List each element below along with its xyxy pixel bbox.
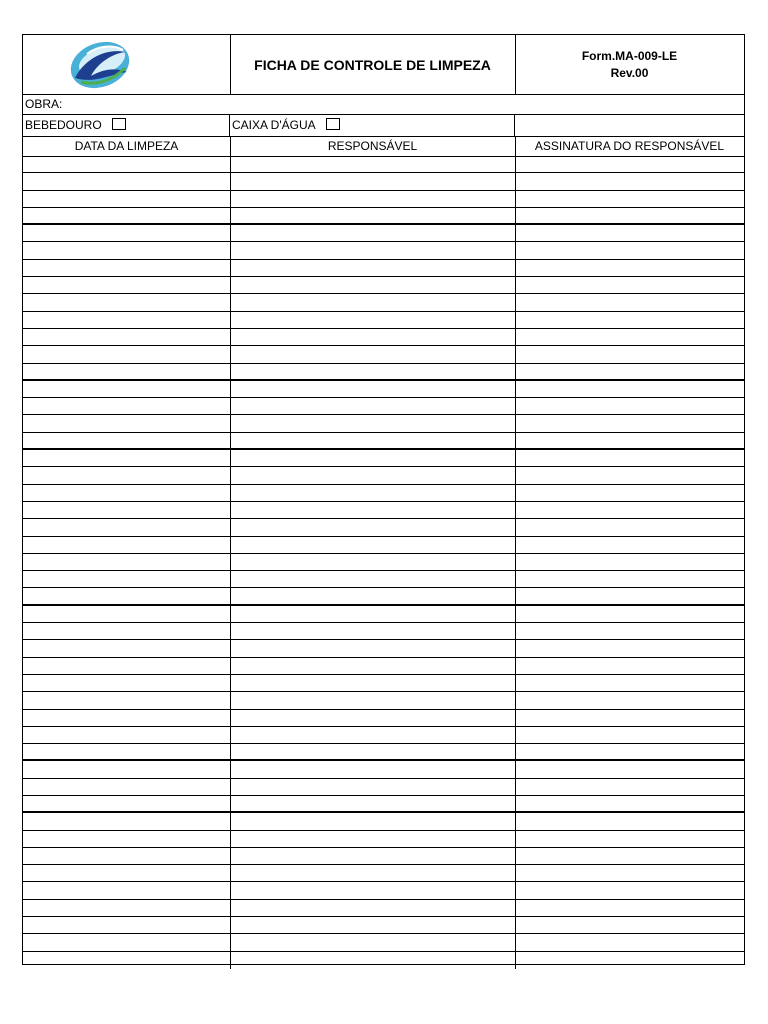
signature-cell[interactable] — [515, 640, 744, 656]
responsible-cell[interactable] — [230, 588, 516, 603]
date-cell[interactable] — [23, 312, 231, 328]
date-cell[interactable] — [23, 191, 231, 207]
date-cell[interactable] — [23, 225, 231, 241]
signature-cell[interactable] — [515, 260, 744, 276]
responsible-cell[interactable] — [230, 744, 516, 759]
date-cell[interactable] — [23, 710, 231, 726]
signature-cell[interactable] — [515, 588, 744, 603]
responsible-cell[interactable] — [230, 208, 516, 223]
table-row — [23, 242, 744, 259]
table-row — [23, 537, 744, 554]
cleaning-log-table — [23, 156, 744, 964]
table-row — [23, 571, 744, 588]
signature-cell[interactable] — [515, 277, 744, 293]
table-row — [23, 640, 744, 657]
table-row — [23, 225, 744, 242]
responsible-cell[interactable] — [230, 623, 516, 639]
responsible-cell[interactable] — [230, 433, 516, 448]
responsible-cell[interactable] — [230, 710, 516, 726]
date-cell[interactable] — [23, 831, 231, 847]
signature-cell[interactable] — [515, 294, 744, 310]
responsible-cell[interactable] — [230, 346, 516, 362]
table-row — [23, 467, 744, 484]
table-row — [23, 727, 744, 744]
signature-cell[interactable] — [515, 450, 744, 466]
date-cell[interactable] — [23, 796, 231, 811]
column-header-date: DATA DA LIMPEZA — [23, 136, 231, 156]
date-cell[interactable] — [23, 675, 231, 691]
signature-cell[interactable] — [515, 156, 744, 172]
signature-cell[interactable] — [515, 502, 744, 518]
table-row — [23, 934, 744, 951]
table-row — [23, 277, 744, 294]
date-cell[interactable] — [23, 952, 231, 969]
form-revision: Rev.00 — [610, 66, 649, 80]
responsible-cell[interactable] — [230, 848, 516, 864]
signature-cell[interactable] — [515, 882, 744, 898]
signature-cell[interactable] — [515, 623, 744, 639]
date-cell[interactable] — [23, 260, 231, 276]
signature-cell[interactable] — [515, 208, 744, 223]
responsible-cell[interactable] — [230, 467, 516, 483]
table-row — [23, 588, 744, 605]
signature-cell[interactable] — [515, 191, 744, 207]
table-row — [23, 381, 744, 398]
table-row — [23, 312, 744, 329]
responsible-cell[interactable] — [230, 156, 516, 172]
form-code: Form.MA-009-LE — [581, 49, 678, 63]
signature-cell[interactable] — [515, 865, 744, 881]
responsible-cell[interactable] — [230, 225, 516, 241]
responsible-cell[interactable] — [230, 329, 516, 345]
column-header-signature: ASSINATURA DO RESPONSÁVEL — [534, 139, 725, 153]
date-cell[interactable] — [23, 917, 231, 933]
signature-cell[interactable] — [515, 675, 744, 691]
signature-cell[interactable] — [515, 537, 744, 553]
table-row — [23, 450, 744, 467]
responsible-cell[interactable] — [230, 294, 516, 310]
responsible-cell[interactable] — [230, 450, 516, 466]
table-row — [23, 519, 744, 536]
table-row — [23, 554, 744, 571]
signature-cell[interactable] — [515, 571, 744, 587]
responsible-cell[interactable] — [230, 692, 516, 708]
date-cell[interactable] — [23, 848, 231, 864]
date-cell[interactable] — [23, 156, 231, 172]
bebedouro-label: BEBEDOURO — [25, 118, 102, 132]
signature-cell[interactable] — [515, 761, 744, 777]
signature-cell[interactable] — [515, 242, 744, 258]
obra-row[interactable] — [23, 94, 744, 115]
date-cell[interactable] — [23, 485, 231, 501]
responsible-cell[interactable] — [230, 934, 516, 950]
responsible-cell[interactable] — [230, 727, 516, 743]
responsible-cell[interactable] — [230, 640, 516, 656]
blank-cell — [515, 115, 744, 136]
table-row — [23, 917, 744, 934]
signature-cell[interactable] — [515, 312, 744, 328]
responsible-cell[interactable] — [230, 312, 516, 328]
responsible-cell[interactable] — [230, 865, 516, 881]
signature-cell[interactable] — [515, 952, 744, 969]
table-row — [23, 831, 744, 848]
table-row — [23, 294, 744, 311]
bebedouro-checkbox[interactable] — [112, 118, 126, 130]
responsible-cell[interactable] — [230, 502, 516, 518]
date-cell[interactable] — [23, 398, 231, 414]
date-cell[interactable] — [23, 606, 231, 622]
signature-cell[interactable] — [515, 329, 744, 345]
responsible-cell[interactable] — [230, 761, 516, 777]
responsible-cell[interactable] — [230, 364, 516, 379]
responsible-cell[interactable] — [230, 675, 516, 691]
cleaning-control-form — [22, 34, 745, 965]
date-cell[interactable] — [23, 623, 231, 639]
table-row — [23, 433, 744, 450]
responsible-cell[interactable] — [230, 191, 516, 207]
table-row — [23, 364, 744, 381]
signature-cell[interactable] — [515, 519, 744, 535]
table-row — [23, 658, 744, 675]
signature-cell[interactable] — [515, 554, 744, 570]
company-logo-icon — [67, 38, 133, 92]
table-row — [23, 606, 744, 623]
date-cell[interactable] — [23, 813, 231, 829]
responsible-cell[interactable] — [230, 796, 516, 811]
table-row — [23, 260, 744, 277]
table-row — [23, 329, 744, 346]
type-selection-row — [23, 115, 744, 137]
date-cell[interactable] — [23, 865, 231, 881]
table-row — [23, 502, 744, 519]
date-cell[interactable] — [23, 744, 231, 759]
date-cell[interactable] — [23, 882, 231, 898]
date-cell[interactable] — [23, 502, 231, 518]
table-row — [23, 191, 744, 208]
date-cell[interactable] — [23, 519, 231, 535]
date-cell[interactable] — [23, 294, 231, 310]
responsible-cell[interactable] — [230, 571, 516, 587]
signature-cell[interactable] — [515, 415, 744, 431]
signature-cell[interactable] — [515, 831, 744, 847]
signature-cell[interactable] — [515, 934, 744, 950]
responsible-cell[interactable] — [230, 882, 516, 898]
signature-cell[interactable] — [515, 727, 744, 743]
date-cell[interactable] — [23, 779, 231, 795]
signature-cell[interactable] — [515, 485, 744, 501]
signature-cell[interactable] — [515, 606, 744, 622]
table-row — [23, 865, 744, 882]
responsible-cell[interactable] — [230, 554, 516, 570]
date-cell[interactable] — [23, 640, 231, 656]
signature-cell[interactable] — [515, 917, 744, 933]
signature-cell[interactable] — [515, 848, 744, 864]
table-row — [23, 744, 744, 761]
bebedouro-option[interactable] — [23, 115, 230, 136]
date-cell[interactable] — [23, 900, 231, 916]
signature-cell[interactable] — [515, 744, 744, 759]
date-cell[interactable] — [23, 692, 231, 708]
date-cell[interactable] — [23, 242, 231, 258]
responsible-cell[interactable] — [230, 173, 516, 189]
date-cell[interactable] — [23, 433, 231, 448]
signature-cell[interactable] — [515, 900, 744, 916]
table-row — [23, 761, 744, 778]
table-row — [23, 208, 744, 225]
responsible-cell[interactable] — [230, 519, 516, 535]
date-cell[interactable] — [23, 450, 231, 466]
table-row — [23, 398, 744, 415]
date-cell[interactable] — [23, 173, 231, 189]
signature-cell[interactable] — [515, 433, 744, 448]
signature-cell[interactable] — [515, 658, 744, 674]
table-row — [23, 813, 744, 830]
date-cell[interactable] — [23, 208, 231, 223]
responsible-cell[interactable] — [230, 277, 516, 293]
column-header-responsible: RESPONSÁVEL — [230, 136, 516, 156]
responsible-cell[interactable] — [230, 900, 516, 916]
table-header — [23, 136, 744, 157]
signature-cell[interactable] — [515, 346, 744, 362]
signature-cell[interactable] — [515, 796, 744, 811]
date-cell[interactable] — [23, 467, 231, 483]
form-code-cell — [515, 35, 744, 94]
table-row — [23, 952, 744, 969]
signature-cell[interactable] — [515, 225, 744, 241]
responsible-cell[interactable] — [230, 381, 516, 397]
responsible-cell[interactable] — [230, 242, 516, 258]
date-cell[interactable] — [23, 381, 231, 397]
responsible-cell[interactable] — [230, 415, 516, 431]
responsible-cell[interactable] — [230, 779, 516, 795]
date-cell[interactable] — [23, 554, 231, 570]
table-row — [23, 675, 744, 692]
responsible-cell[interactable] — [230, 813, 516, 829]
responsible-cell[interactable] — [230, 260, 516, 276]
form-header — [23, 35, 744, 95]
table-row — [23, 882, 744, 899]
signature-cell[interactable] — [515, 692, 744, 708]
form-title: FICHA DE CONTROLE DE LIMPEZA — [230, 35, 516, 94]
date-cell[interactable] — [23, 588, 231, 603]
date-cell[interactable] — [23, 277, 231, 293]
date-cell[interactable] — [23, 658, 231, 674]
table-row — [23, 173, 744, 190]
date-cell[interactable] — [23, 346, 231, 362]
table-row — [23, 346, 744, 363]
obra-label: OBRA: — [25, 97, 63, 111]
signature-cell[interactable] — [515, 710, 744, 726]
table-row — [23, 796, 744, 813]
date-cell[interactable] — [23, 537, 231, 553]
caixa-dagua-checkbox[interactable] — [326, 118, 340, 130]
responsible-cell[interactable] — [230, 917, 516, 933]
logo-cell — [23, 35, 231, 94]
date-cell[interactable] — [23, 727, 231, 743]
date-cell[interactable] — [23, 571, 231, 587]
date-cell[interactable] — [23, 329, 231, 345]
responsible-cell[interactable] — [230, 658, 516, 674]
date-cell[interactable] — [23, 761, 231, 777]
signature-cell[interactable] — [515, 364, 744, 379]
responsible-cell[interactable] — [230, 485, 516, 501]
signature-cell[interactable] — [515, 381, 744, 397]
signature-cell[interactable] — [515, 813, 744, 829]
table-row — [23, 848, 744, 865]
table-row — [23, 692, 744, 709]
responsible-cell[interactable] — [230, 398, 516, 414]
caixa-dagua-option[interactable] — [230, 115, 515, 136]
responsible-cell[interactable] — [230, 831, 516, 847]
responsible-cell[interactable] — [230, 952, 516, 969]
table-row — [23, 623, 744, 640]
table-row — [23, 156, 744, 173]
table-row — [23, 779, 744, 796]
date-cell[interactable] — [23, 934, 231, 950]
table-row — [23, 900, 744, 917]
signature-cell[interactable] — [515, 173, 744, 189]
signature-cell[interactable] — [515, 467, 744, 483]
table-row — [23, 415, 744, 432]
table-row — [23, 710, 744, 727]
responsible-cell[interactable] — [230, 606, 516, 622]
table-row — [23, 485, 744, 502]
signature-cell[interactable] — [515, 779, 744, 795]
date-cell[interactable] — [23, 415, 231, 431]
caixa-dagua-label: CAIXA D'ÁGUA — [232, 118, 316, 132]
signature-cell[interactable] — [515, 398, 744, 414]
date-cell[interactable] — [23, 364, 231, 379]
responsible-cell[interactable] — [230, 537, 516, 553]
